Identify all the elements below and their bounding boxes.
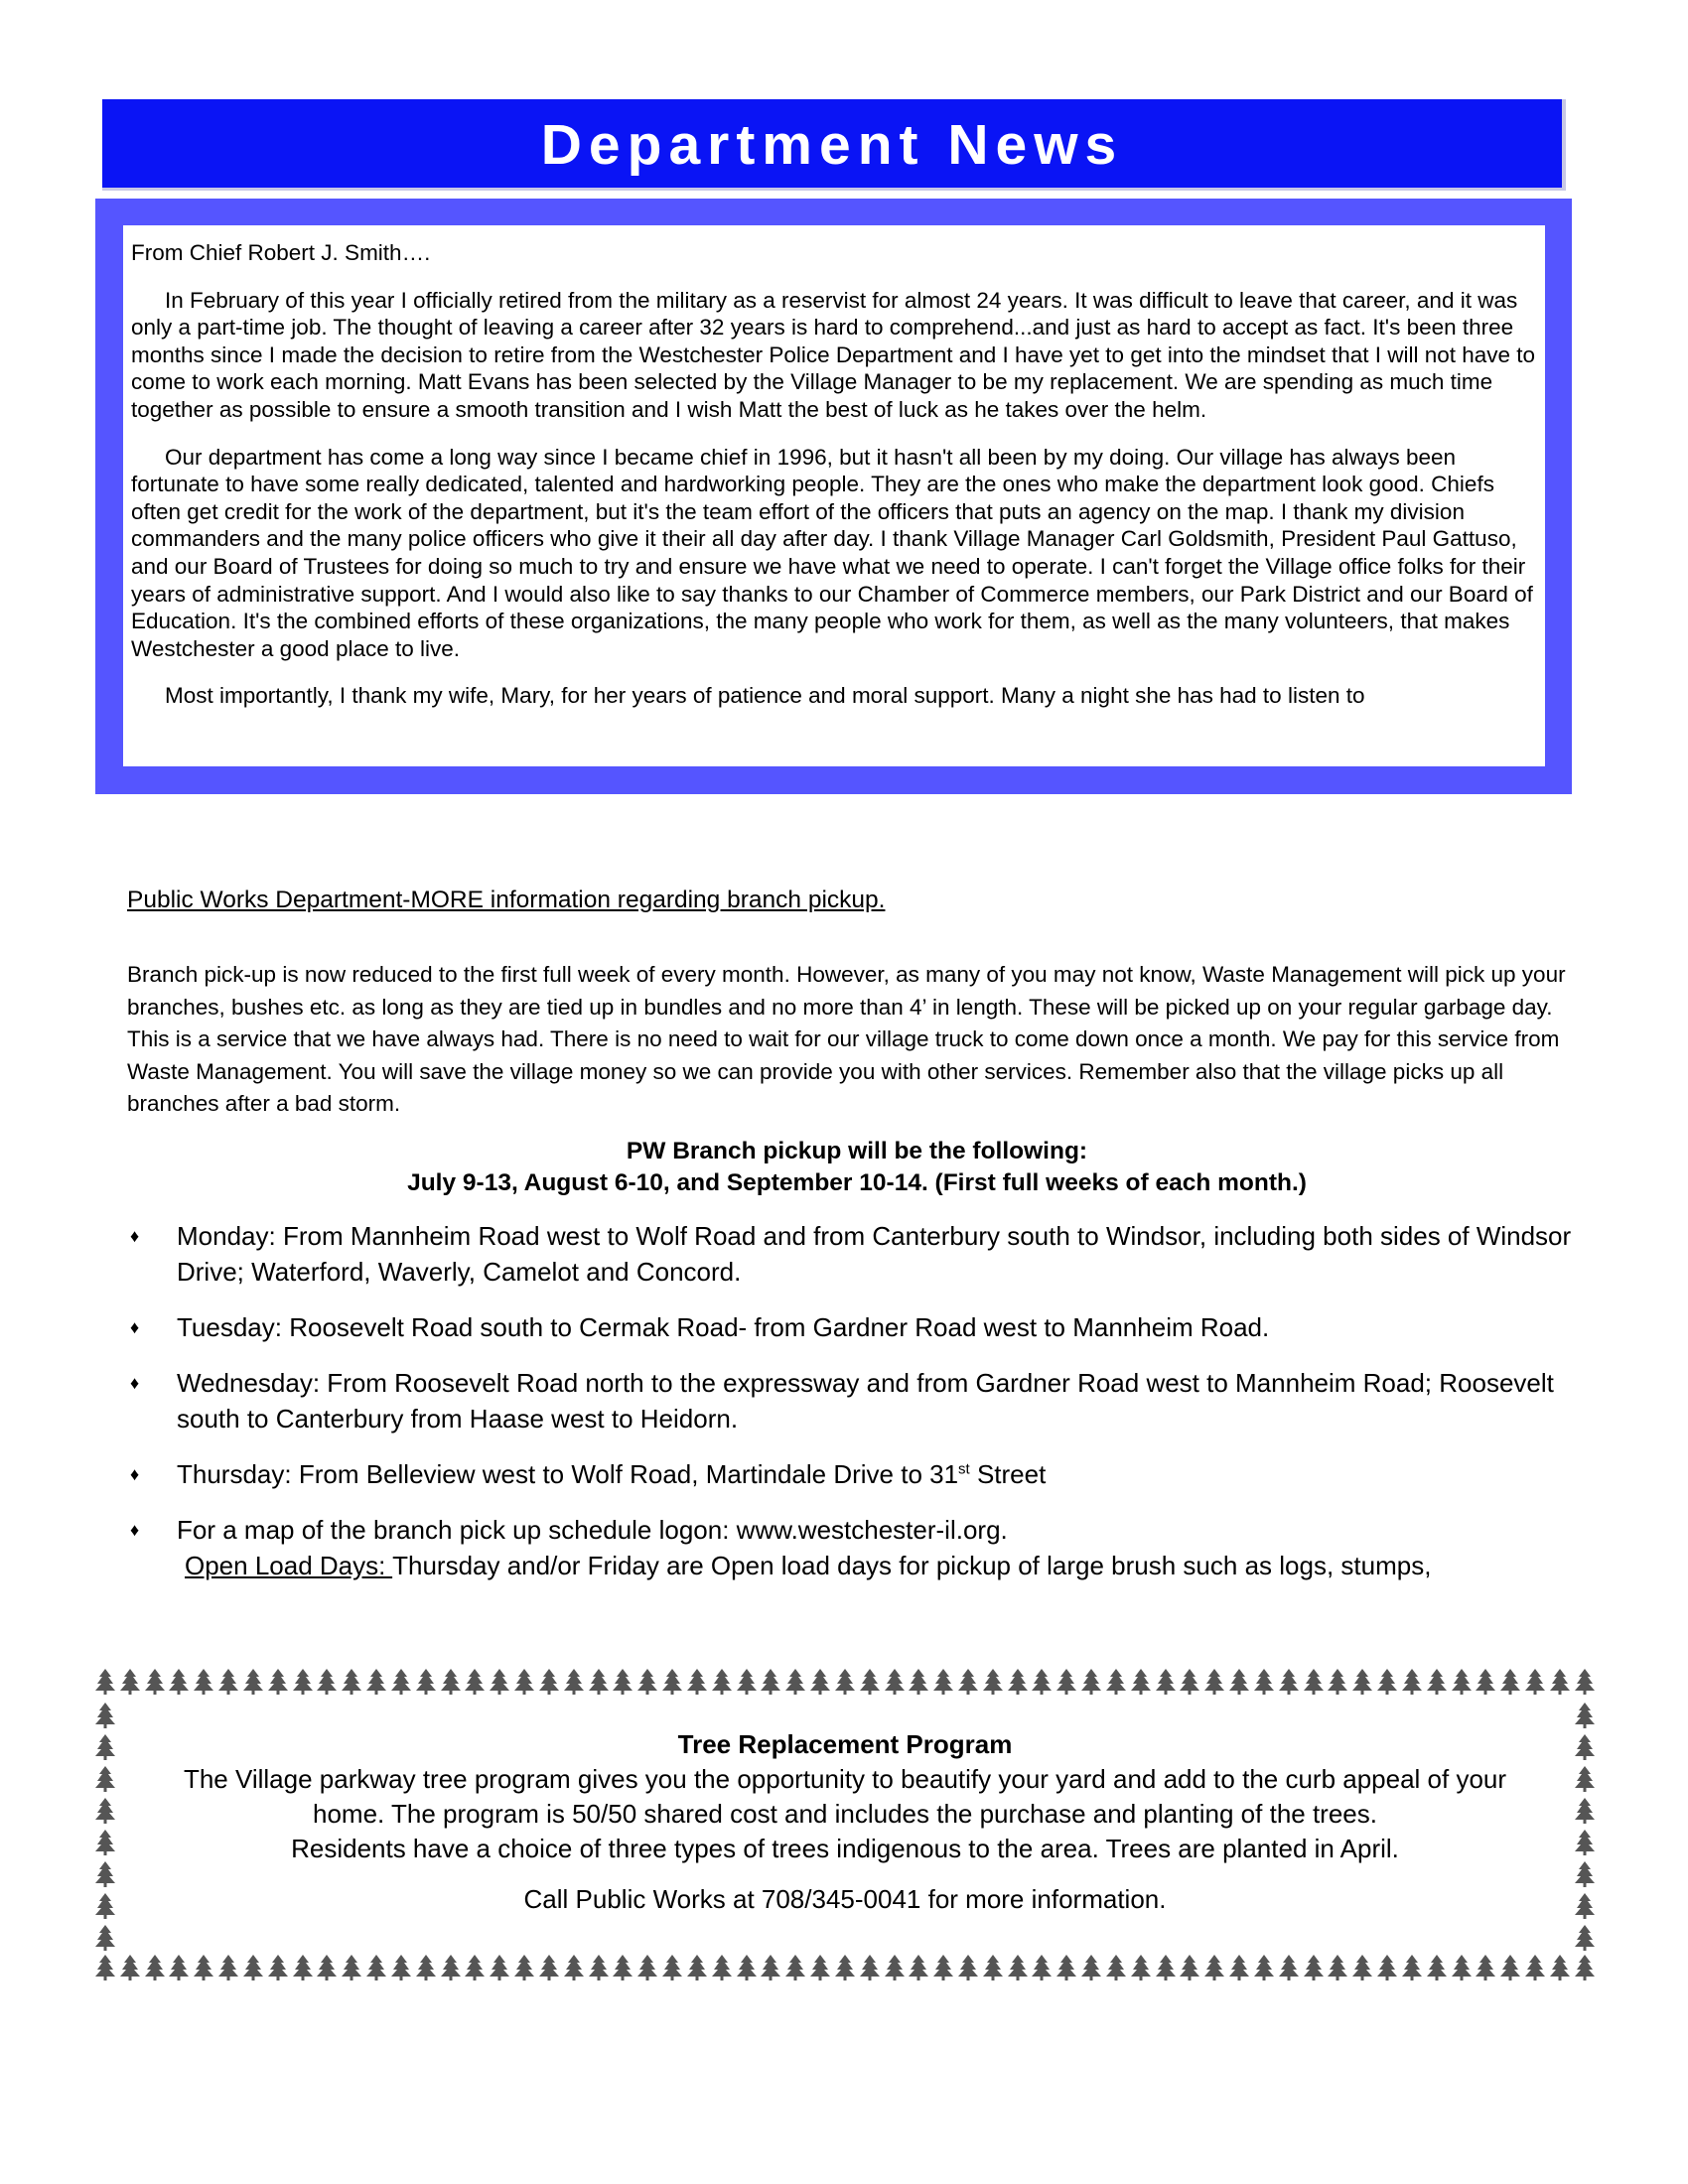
tree-icon bbox=[884, 1668, 906, 1696]
public-works-body: Branch pick-up is now reduced to the first full week of every month. However, as many of you may not know, Waste Management will pick up your branches, bushes etc. as long as they are tied up in bundles and no more than 4’ in length. These will be picked up on your regular garbage day. This is a service that we have always had. There is no need to wait for our village truck to come down once a month. We pay for this service from Waste Management. You will save the village money so we can provide you with other services. Remember also that the village picks up all branches after a bad storm. bbox=[127, 962, 1566, 1116]
tree-icon bbox=[1228, 1954, 1250, 1981]
thursday-text: Thursday: From Belleview west to Wolf Road, Martindale Drive to 31 bbox=[177, 1458, 959, 1489]
tree-icon bbox=[94, 1733, 116, 1761]
tree-icon bbox=[982, 1954, 1004, 1981]
tree-program-box bbox=[94, 1668, 1596, 1985]
tree-icon bbox=[884, 1954, 906, 1981]
tree-icon bbox=[1574, 1892, 1596, 1920]
tree-icon bbox=[563, 1954, 585, 1981]
tree-icon bbox=[736, 1668, 758, 1696]
open-load-label: Open Load Days: bbox=[185, 1550, 393, 1580]
schedule-dates: July 9-13, August 6-10, and September 10-14. (First full weeks of each month.) bbox=[407, 1168, 1307, 1196]
tree-icon bbox=[1278, 1954, 1300, 1981]
tree-icon bbox=[1574, 1860, 1596, 1888]
tree-icon bbox=[661, 1954, 683, 1981]
tree-icon bbox=[1574, 1668, 1596, 1696]
tree-icon bbox=[1574, 1924, 1596, 1952]
tree-icon bbox=[1253, 1668, 1275, 1696]
tree-icon bbox=[1055, 1668, 1077, 1696]
pickup-day-text bbox=[177, 1459, 1046, 1489]
tree-program-content bbox=[124, 1727, 1566, 1917]
tree-icon bbox=[1203, 1954, 1225, 1981]
tree-icon bbox=[1499, 1668, 1521, 1696]
tree-icon bbox=[859, 1954, 881, 1981]
tree-icon bbox=[538, 1954, 560, 1981]
tree-icon bbox=[267, 1668, 289, 1696]
chief-letter-paragraph: In February of this year I officially retired from the military as a reservist for almost 24 years. It was difficult to leave that career, and it was only a part-time job. The thought of leaving a career after 32 years is hard to comprehend...and just as hard to accept as fact. It's been three months since I made the decision to retire from the Westchester Police Department and I have yet to get into the mindset that I will not have to come to work each morning. Matt Evans has been selected by the Village Manager to be my replacement. We are spending as much time together as possible to ensure a smooth transition and I wish Matt the best of luck as he takes over the helm. bbox=[131, 287, 1536, 422]
tree-icon bbox=[1574, 1733, 1596, 1761]
tree-icon bbox=[908, 1668, 929, 1696]
tree-icon bbox=[1203, 1668, 1225, 1696]
tree-border-right bbox=[1574, 1700, 1596, 1954]
tree-border-left bbox=[94, 1700, 116, 1954]
tree-icon bbox=[94, 1924, 116, 1952]
tree-icon bbox=[415, 1954, 437, 1981]
pickup-day-text: Monday: From Mannheim Road west to Wolf Road and from Canterbury south to Windsor, including both sides of Windsor Drive; Waterford, Waverly, Camelot and Concord. bbox=[177, 1220, 1572, 1287]
tree-icon bbox=[736, 1954, 758, 1981]
tree-icon bbox=[982, 1668, 1004, 1696]
tree-icon bbox=[1426, 1668, 1448, 1696]
tree-icon bbox=[1574, 1797, 1596, 1825]
tree-icon bbox=[144, 1954, 166, 1981]
ordinal-suffix: st bbox=[958, 1459, 970, 1477]
tree-icon bbox=[1574, 1765, 1596, 1793]
open-load-days bbox=[177, 1551, 1431, 1580]
tree-icon bbox=[932, 1954, 954, 1981]
tree-icon bbox=[711, 1954, 733, 1981]
tree-icon bbox=[513, 1668, 535, 1696]
tree-icon bbox=[1007, 1668, 1029, 1696]
chief-letter-paragraph: Our department has come a long way since I became chief in 1996, but it hasn't all been by my doing. Our village has always been fortunate to have some really dedicated, talented and hardworking people. They are the ones who make the department look good. Chiefs often get credit for the work of the department, but it's the team effort of the officers that puts an agency on the map. I thank my division commanders and the many police officers who give it their all day after day. I thank Village Manager Carl Goldsmith, President Paul Gattuso, and our Board of Trustees for doing so much to try and ensure we have what we need to operate. I can't forget the Village office folks for their years of administrative support. And I would also like to say thanks to our Chamber of Commerce members, our Park District and our Board of Education. It's the combined efforts of these organizations, the many people who work for them, as well as the many volunteers, that makes Westchester a good place to live. bbox=[131, 444, 1533, 661]
public-works-heading: Public Works Department-MORE information regarding branch pickup. bbox=[127, 887, 886, 913]
tree-icon bbox=[1524, 1954, 1546, 1981]
open-load-text: Thursday and/or Friday are Open load days for pickup of large brush such as logs, stumps, bbox=[392, 1550, 1432, 1580]
department-news-banner: Department News bbox=[102, 99, 1566, 191]
pickup-day-text: Tuesday: Roosevelt Road south to Cermak Road- from Gardner Road west to Mannheim Road. bbox=[177, 1311, 1270, 1342]
tree-icon bbox=[390, 1954, 412, 1981]
tree-icon bbox=[1055, 1954, 1077, 1981]
tree-icon bbox=[365, 1954, 387, 1981]
tree-icon bbox=[1376, 1954, 1398, 1981]
tree-icon bbox=[440, 1954, 462, 1981]
tree-icon bbox=[661, 1668, 683, 1696]
tree-icon bbox=[1130, 1954, 1152, 1981]
tree-icon bbox=[94, 1892, 116, 1920]
tree-icon bbox=[760, 1668, 781, 1696]
tree-icon bbox=[119, 1668, 141, 1696]
tree-program-title: Tree Replacement Program bbox=[677, 1729, 1013, 1759]
tree-icon bbox=[1327, 1668, 1348, 1696]
tree-icon bbox=[1451, 1668, 1473, 1696]
tree-icon bbox=[1031, 1668, 1053, 1696]
tree-icon bbox=[1179, 1668, 1200, 1696]
tree-icon bbox=[932, 1668, 954, 1696]
tree-icon bbox=[464, 1668, 486, 1696]
tree-icon bbox=[711, 1668, 733, 1696]
thursday-suffix: Street bbox=[969, 1458, 1047, 1489]
tree-icon bbox=[193, 1668, 214, 1696]
tree-icon bbox=[1303, 1954, 1325, 1981]
tree-icon bbox=[784, 1668, 806, 1696]
tree-icon bbox=[390, 1668, 412, 1696]
tree-icon bbox=[94, 1954, 116, 1981]
tree-icon bbox=[784, 1954, 806, 1981]
tree-icon bbox=[1549, 1954, 1571, 1981]
tree-icon bbox=[588, 1954, 610, 1981]
diamond-bullet-icon: ♦ bbox=[130, 1316, 140, 1337]
tree-icon bbox=[489, 1668, 510, 1696]
tree-icon bbox=[1401, 1668, 1423, 1696]
tree-icon bbox=[1303, 1668, 1325, 1696]
tree-program-line: home. The program is 50/50 shared cost and includes the purchase and planting of the trees. bbox=[313, 1799, 1377, 1829]
tree-icon bbox=[1130, 1668, 1152, 1696]
diamond-bullet-icon: ♦ bbox=[130, 1225, 140, 1246]
tree-icon bbox=[1351, 1954, 1373, 1981]
tree-icon bbox=[292, 1954, 314, 1981]
tree-icon bbox=[1499, 1954, 1521, 1981]
tree-icon bbox=[119, 1954, 141, 1981]
tree-icon bbox=[168, 1954, 190, 1981]
list-item bbox=[127, 1309, 1597, 1345]
tree-icon bbox=[1426, 1954, 1448, 1981]
tree-icon bbox=[809, 1668, 831, 1696]
tree-icon bbox=[612, 1668, 633, 1696]
tree-icon bbox=[94, 1829, 116, 1856]
tree-icon bbox=[1179, 1954, 1200, 1981]
tree-icon bbox=[957, 1668, 979, 1696]
tree-icon bbox=[94, 1702, 116, 1729]
tree-icon bbox=[1228, 1668, 1250, 1696]
tree-icon bbox=[686, 1954, 708, 1981]
list-item bbox=[127, 1365, 1597, 1436]
map-info-text: For a map of the branch pick up schedule logon: www.westchester-il.org. bbox=[177, 1514, 1008, 1545]
tree-icon bbox=[957, 1954, 979, 1981]
tree-icon bbox=[1278, 1668, 1300, 1696]
tree-icon bbox=[1401, 1954, 1423, 1981]
tree-icon bbox=[144, 1668, 166, 1696]
tree-icon bbox=[859, 1668, 881, 1696]
tree-icon bbox=[513, 1954, 535, 1981]
pickup-day-list bbox=[127, 1218, 1597, 1583]
tree-icon bbox=[217, 1668, 239, 1696]
tree-icon bbox=[168, 1668, 190, 1696]
tree-icon bbox=[1475, 1954, 1496, 1981]
tree-icon bbox=[1031, 1954, 1053, 1981]
tree-icon bbox=[538, 1668, 560, 1696]
tree-icon bbox=[242, 1668, 264, 1696]
tree-icon bbox=[636, 1668, 658, 1696]
tree-icon bbox=[94, 1668, 116, 1696]
tree-icon bbox=[1155, 1668, 1177, 1696]
schedule-line: PW Branch pickup will be the following: bbox=[626, 1137, 1088, 1164]
chief-letter-from: From Chief Robert J. Smith…. bbox=[131, 240, 431, 265]
tree-program-line: Residents have a choice of three types of trees indigenous to the area. Trees are planted in April. bbox=[291, 1834, 1399, 1863]
tree-icon bbox=[415, 1668, 437, 1696]
tree-program-call: Call Public Works at 708/345-0041 for more information. bbox=[523, 1884, 1167, 1914]
diamond-bullet-icon: ♦ bbox=[130, 1463, 140, 1484]
tree-icon bbox=[217, 1954, 239, 1981]
tree-icon bbox=[834, 1954, 856, 1981]
tree-icon bbox=[316, 1954, 338, 1981]
tree-icon bbox=[1105, 1954, 1127, 1981]
tree-icon bbox=[1105, 1668, 1127, 1696]
tree-icon bbox=[1574, 1954, 1596, 1981]
tree-icon bbox=[464, 1954, 486, 1981]
tree-icon bbox=[292, 1668, 314, 1696]
tree-icon bbox=[1376, 1668, 1398, 1696]
tree-border-bottom bbox=[94, 1954, 1596, 1985]
tree-border-top bbox=[94, 1668, 1596, 1700]
tree-icon bbox=[1351, 1668, 1373, 1696]
chief-letter-frame bbox=[95, 199, 1572, 794]
chief-letter-box bbox=[123, 225, 1545, 766]
list-item bbox=[127, 1512, 1597, 1583]
tree-icon bbox=[1549, 1668, 1571, 1696]
tree-icon bbox=[1327, 1954, 1348, 1981]
diamond-bullet-icon: ♦ bbox=[130, 1519, 140, 1540]
tree-icon bbox=[563, 1668, 585, 1696]
tree-icon bbox=[636, 1954, 658, 1981]
tree-icon bbox=[1253, 1954, 1275, 1981]
tree-icon bbox=[809, 1954, 831, 1981]
tree-icon bbox=[1475, 1668, 1496, 1696]
branch-pickup-schedule bbox=[117, 1136, 1597, 1199]
tree-icon bbox=[588, 1668, 610, 1696]
tree-icon bbox=[365, 1668, 387, 1696]
tree-icon bbox=[341, 1954, 362, 1981]
tree-icon bbox=[94, 1860, 116, 1888]
tree-icon bbox=[193, 1954, 214, 1981]
tree-icon bbox=[316, 1668, 338, 1696]
tree-icon bbox=[1080, 1668, 1102, 1696]
list-item bbox=[127, 1456, 1597, 1492]
tree-program-line: The Village parkway tree program gives you the opportunity to beautify your yard and add to the curb appeal of your bbox=[183, 1764, 1507, 1794]
tree-icon bbox=[686, 1668, 708, 1696]
tree-icon bbox=[834, 1668, 856, 1696]
tree-icon bbox=[440, 1668, 462, 1696]
tree-icon bbox=[908, 1954, 929, 1981]
tree-icon bbox=[1524, 1668, 1546, 1696]
tree-icon bbox=[341, 1668, 362, 1696]
tree-icon bbox=[1451, 1954, 1473, 1981]
tree-icon bbox=[760, 1954, 781, 1981]
tree-icon bbox=[94, 1765, 116, 1793]
chief-letter-paragraph: Most importantly, I thank my wife, Mary, for her years of patience and moral support. Many a night she has had to listen to bbox=[165, 683, 1365, 709]
tree-icon bbox=[612, 1954, 633, 1981]
pickup-day-text: Wednesday: From Roosevelt Road north to the expressway and from Gardner Road west to Mannheim Road; Roosevelt south to Canterbury from Haase west to Heidorn. bbox=[177, 1367, 1554, 1433]
tree-icon bbox=[1155, 1954, 1177, 1981]
tree-icon bbox=[1080, 1954, 1102, 1981]
tree-icon bbox=[489, 1954, 510, 1981]
diamond-bullet-icon: ♦ bbox=[130, 1372, 140, 1393]
tree-icon bbox=[1007, 1954, 1029, 1981]
tree-icon bbox=[94, 1797, 116, 1825]
tree-icon bbox=[267, 1954, 289, 1981]
list-item bbox=[127, 1218, 1597, 1290]
tree-icon bbox=[1574, 1702, 1596, 1729]
tree-icon bbox=[1574, 1829, 1596, 1856]
tree-icon bbox=[242, 1954, 264, 1981]
public-works-section bbox=[127, 887, 1597, 1603]
